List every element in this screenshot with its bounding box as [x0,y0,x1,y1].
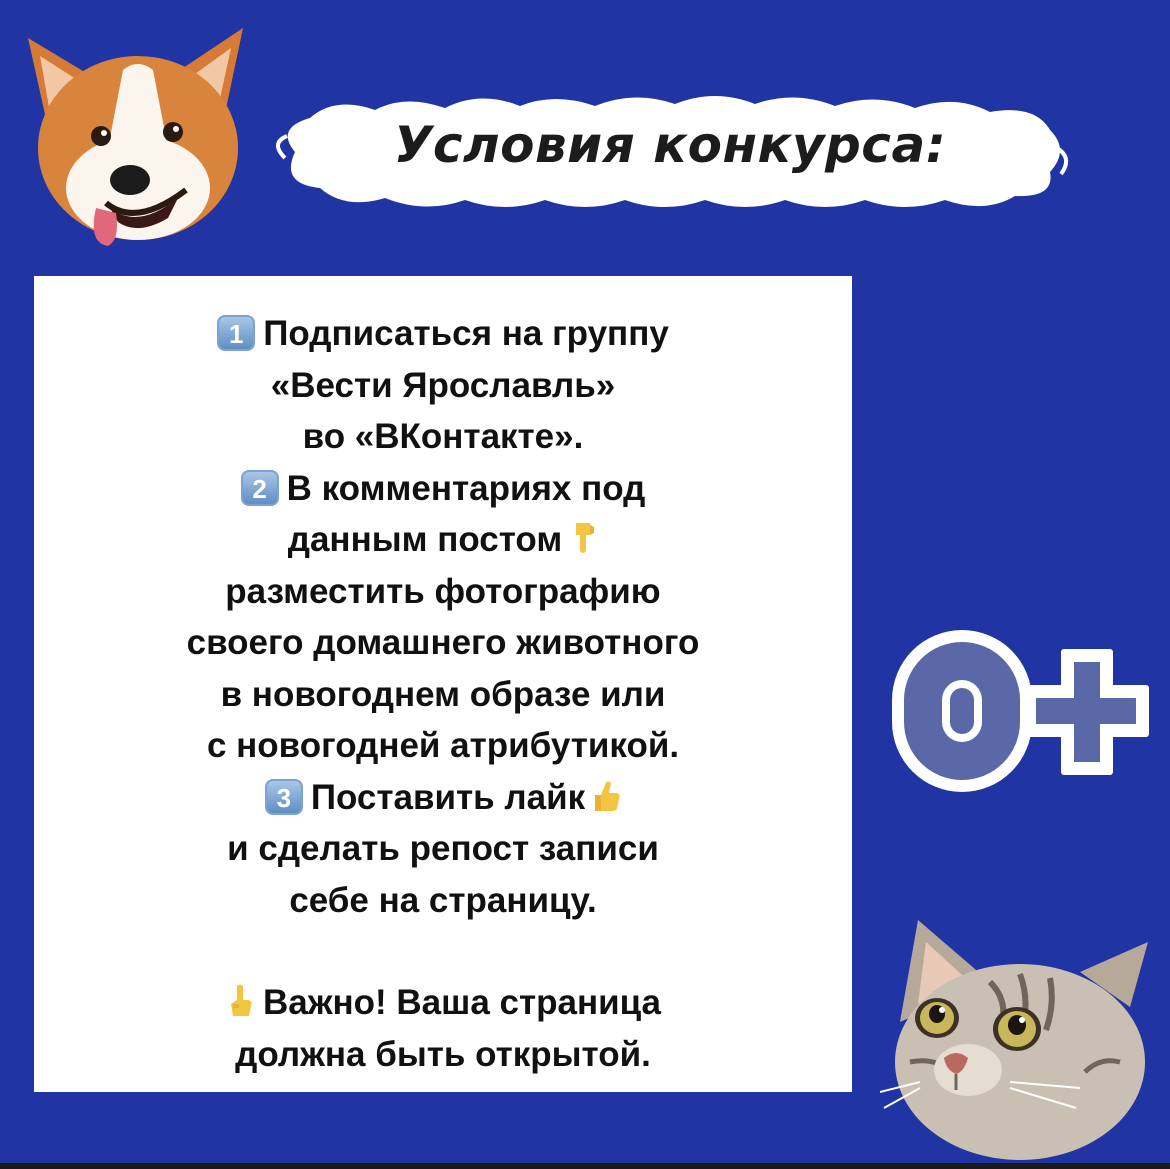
bottom-edge [0,1163,1170,1169]
rule-line: 2 В комментариях под [34,463,852,515]
title-banner [265,88,1075,216]
rule-line: в новогоднем образе или [220,674,666,714]
number-two-badge: 2 [241,470,279,506]
rule-line: разместить фотографию [225,571,661,611]
rule-line: 1 Подписаться на группу [34,308,852,360]
rule-line: себе на страницу. [289,880,597,920]
note-line: должна быть открытой. [235,1034,651,1074]
corgi-dog-image [18,8,258,248]
rule-line: своего домашнего животного [186,623,700,662]
age-rating-text [1156,622,1157,623]
page-title: Условия конкурса: [393,116,947,174]
pointing-up-icon [225,984,255,1018]
age-rating-badge [884,622,1156,802]
number-three-badge: 3 [265,779,303,815]
cat-image [880,912,1152,1162]
rules-text [34,308,852,1080]
rules-card [34,276,852,1092]
rule-line: 3 Поставить лайк [34,772,852,824]
rule-line: с новогодней атрибутикой. [206,726,680,765]
number-one-badge: 1 [217,315,255,351]
rule-line: «Вести Ярославль» [270,365,616,405]
pointing-down-icon [568,521,598,555]
thumbs-up-icon [591,779,621,813]
note-line: Важно! Ваша страница [34,977,852,1029]
rule-line: и сделать репост записи [227,829,659,868]
rule-line: данным постом [34,514,852,566]
rule-line: во «ВКонтакте». [302,417,584,456]
